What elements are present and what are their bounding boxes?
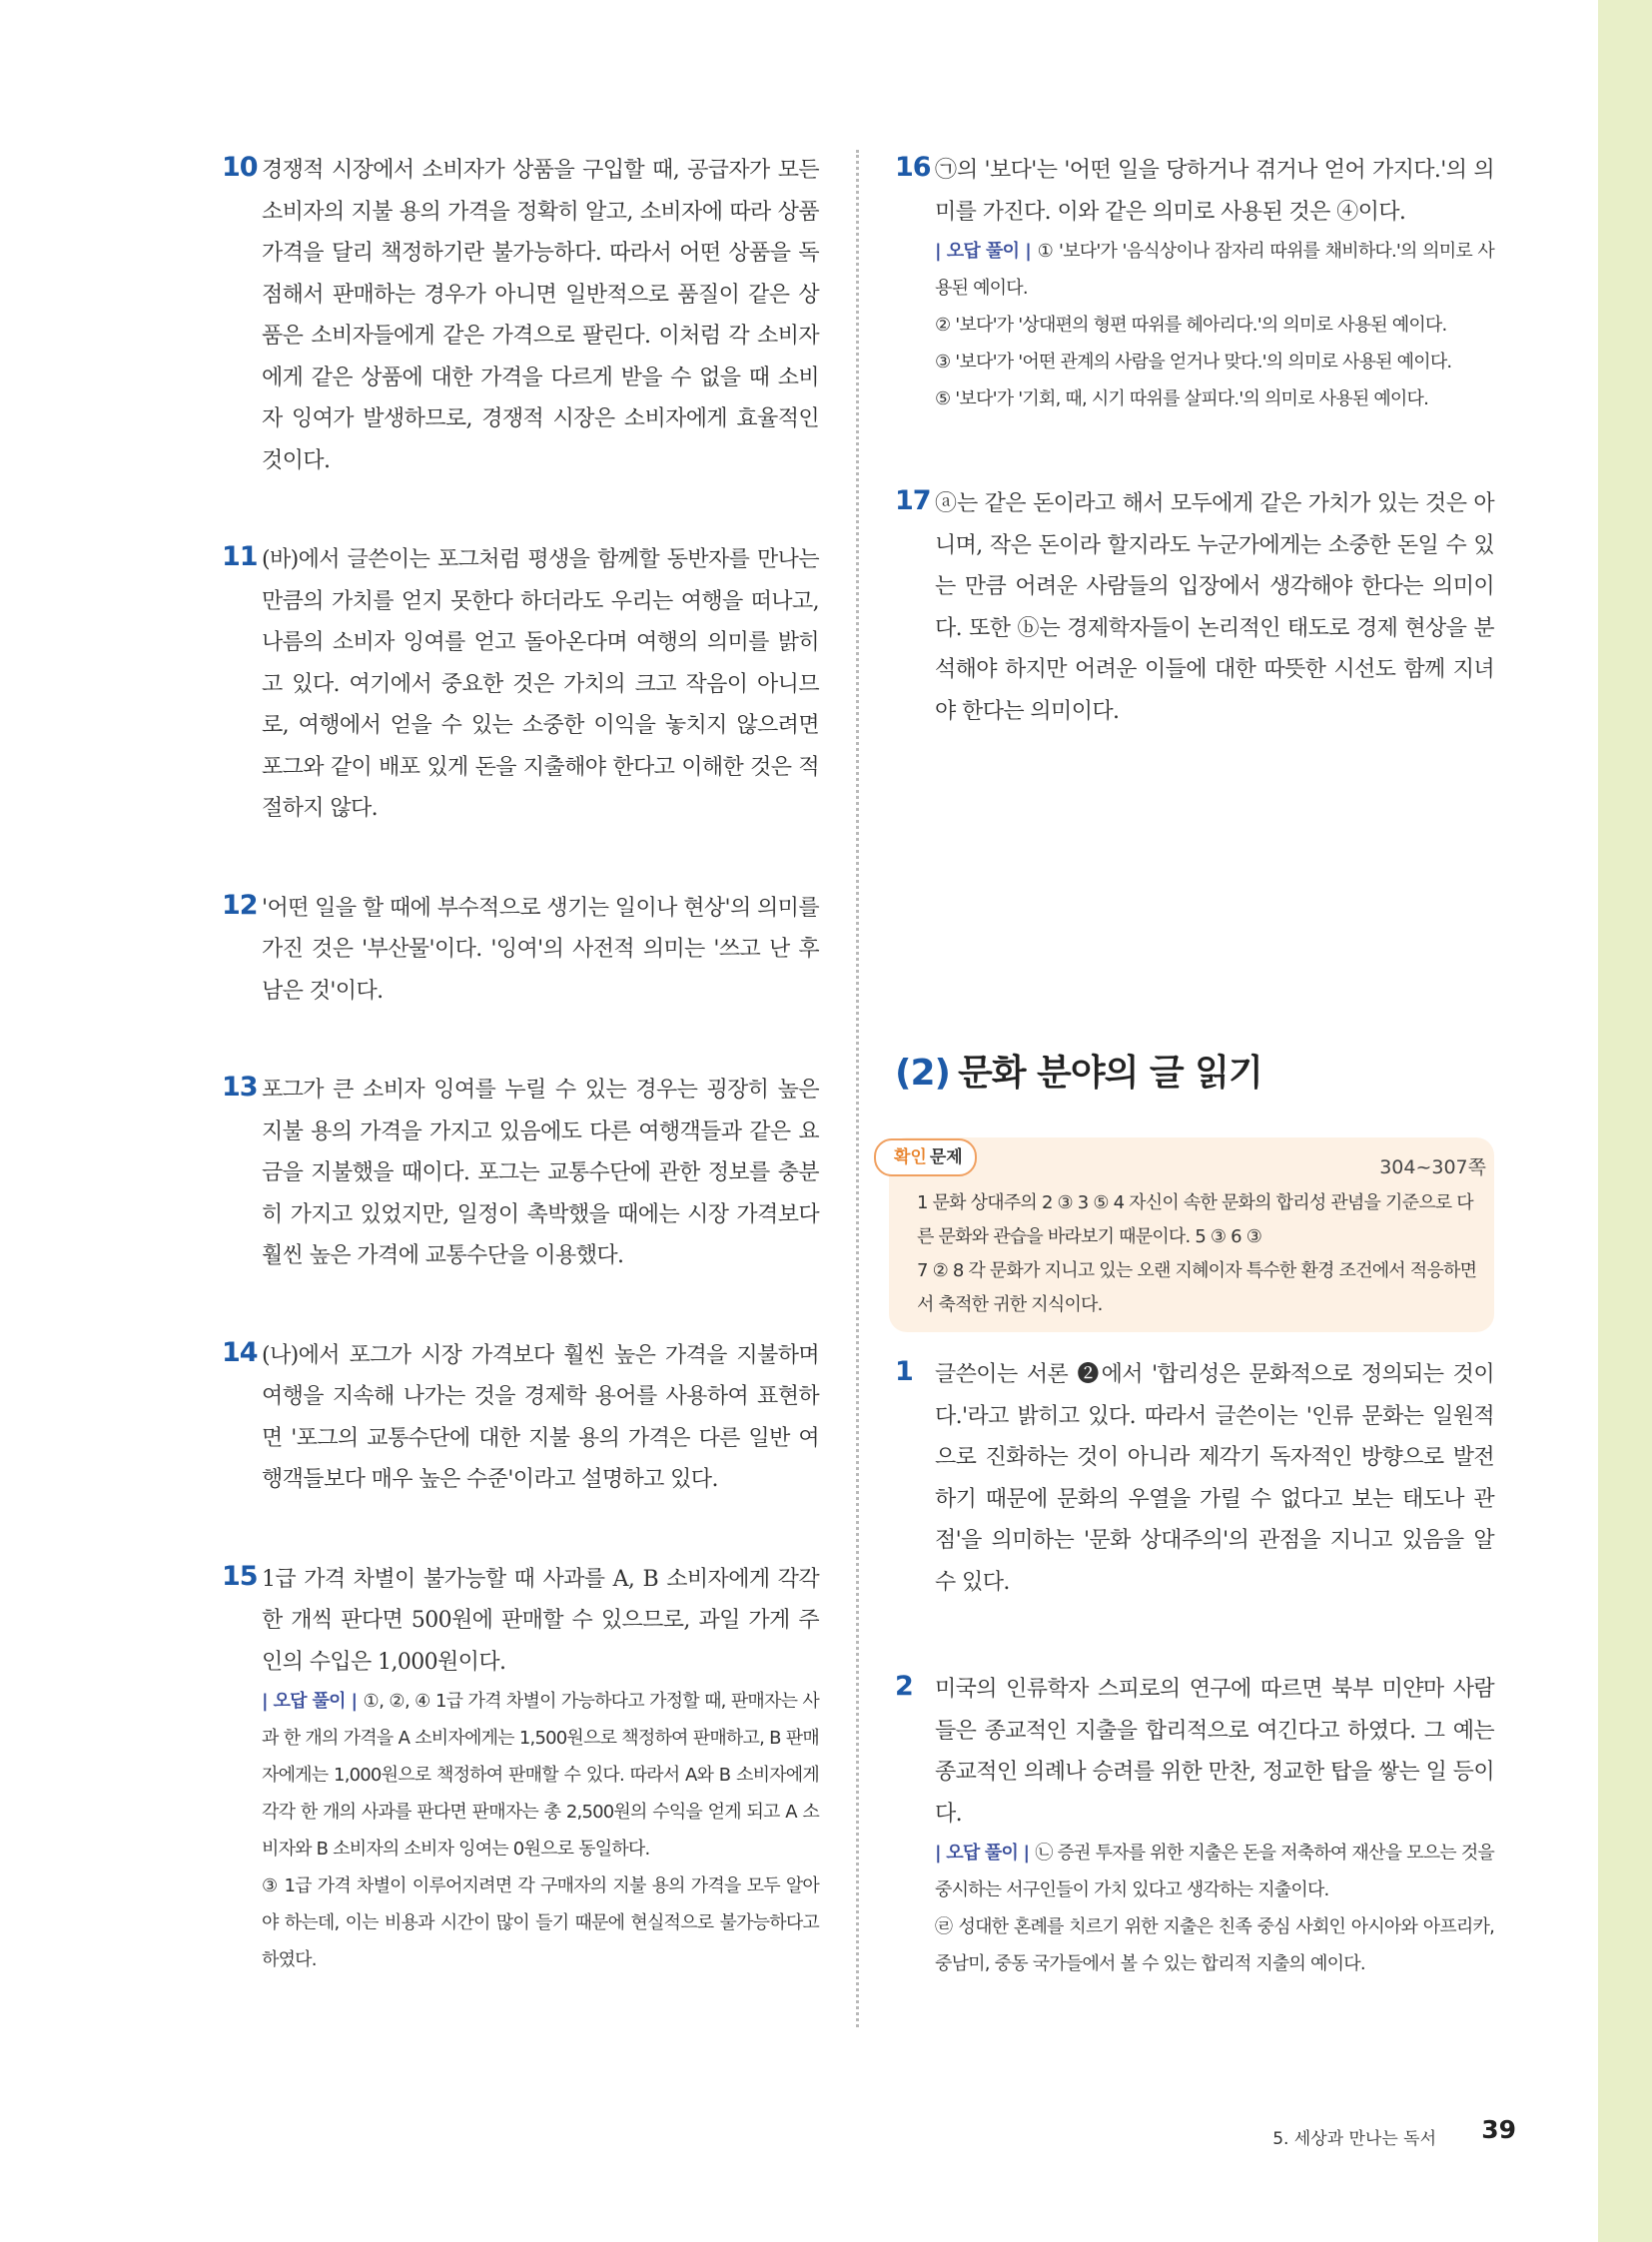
note-text: ③ '보다'가 '어떤 관계의 사람을 얻거나 맞다.'의 의미로 사용된 예이다. xyxy=(935,352,1452,373)
question-text: 미국의 인류학자 스피로의 연구에 따르면 북부 미얀마 사람들은 종교적인 지출을 합리적으로 여긴다고 하였다. 그 예는 종교적인 의례나 승려를 위한 만찬, 정교한 탑을 쌓는 일 등이다. xyxy=(935,1677,1494,1827)
question-number: 13 xyxy=(222,1072,258,1103)
check-answers-text xyxy=(917,1186,1480,1322)
question-text: (나)에서 포그가 시장 가격보다 훨씬 높은 가격을 지불하며 여행을 지속해 나가는 것을 경제학 용어를 사용하여 표현하면 '포그의 교통수단에 대한 지불 용의 가격은 다른 일반 여행객들보다 매우 높은 수준'이라고 설명하고 있다. xyxy=(262,1342,819,1492)
note-text: ② '보다'가 '상대편의 형편 따위를 헤아리다.'의 의미로 사용된 예이다. xyxy=(935,315,1447,336)
check-answers-line: 1 문화 상대주의 2 ③ 3 ⑤ 4 자신이 속한 문화의 합리성 관념을 기준으로 다른 문화와 관습을 바라보기 때문이다. 5 ③ 6 ③ xyxy=(917,1192,1473,1247)
question-10 xyxy=(222,150,819,481)
note-label: | 오답 풀이 | xyxy=(935,1843,1030,1864)
question-text: 포그가 큰 소비자 잉여를 누릴 수 있는 경우는 굉장히 높은 지불 용의 가격을 가지고 있음에도 다른 여행객들과 같은 요금을 지불했을 때이다. 포그는 교통수단에 관한 정보를 충분히 가지고 있었지만, 일정이 촉박했을 때에는 시장 가격보다 훨씬 높은 가격에 교통수단을 이용했다. xyxy=(262,1078,819,1268)
question-2 xyxy=(895,1669,1494,1982)
note-label: | 오답 풀이 | xyxy=(935,241,1032,262)
question-number: 1 xyxy=(895,1356,913,1387)
question-12 xyxy=(222,888,819,1013)
question-number: 15 xyxy=(222,1560,258,1592)
check-tag-sub: 문제 xyxy=(929,1147,963,1167)
question-14 xyxy=(222,1335,819,1501)
question-number: 12 xyxy=(222,889,258,921)
note-text: ㉡ 증권 투자를 위한 지출은 돈을 저축하여 재산을 모으는 것을 중시하는 서구인들이 가치 있다고 생각하는 지출이다. xyxy=(935,1843,1494,1900)
check-page-range: 304~307쪽 xyxy=(1379,1156,1486,1178)
right-column-top xyxy=(895,150,1494,732)
check-tag-main: 확인 xyxy=(894,1147,927,1167)
note-text: ① '보다'가 '음식상이나 잠자리 따위를 채비하다.'의 의미로 사용된 예이다. xyxy=(935,241,1494,299)
question-text: (바)에서 글쓴이는 포그처럼 평생을 함께할 동반자를 만나는 만큼의 가치를 얻지 못한다 하더라도 우리는 여행을 떠나고, 나름의 소비자 잉여를 얻고 돌아온다며 여행의 의미를 밝히고 있다. 여기에서 중요한 것은 가치의 크고 작음이 아니므로, 여행에서 얻을 수 있는 소중한 이익을 놓치지 않으려면 포그와 같이 배포 있게 돈을 지출해야 한다고 이해한 것은 적절하지 않다. xyxy=(262,547,819,821)
section-number: (2) xyxy=(895,1053,950,1094)
note-text: ①, ②, ④ 1급 가격 차별이 가능하다고 가정할 때, 판매자는 사과 한 개의 가격을 A 소비자에게는 1,500원으로 책정하여 판매하고, B 판매자에게는 1,000원으로 책정하여 판매할 수 있다. 따라서 A와 B 소비자에게 각각 한 개의 사과를 판다면 판매자는 총 2,500원의 수익을 얻게 되고 A 소비자와 B 소비자의 소비자 잉여는 0원으로 동일하다. xyxy=(262,1691,819,1860)
question-11 xyxy=(222,539,819,830)
note-text: ③ 1급 가격 차별이 이루어지려면 각 구매자의 지불 용의 가격을 모두 알아야 하는데, 이는 비용과 시간이 많이 들기 때문에 현실적으로 불가능하다고 하였다. xyxy=(262,1875,819,1970)
question-text: 글쓴이는 서론 ❷에서 '합리성은 문화적으로 정의되는 것이다.'라고 밝히고 있다. 따라서 글쓴이는 '인류 문화는 일원적으로 진화하는 것이 아니라 제각기 독자적인 방향으로 발전하기 때문에 문화의 우열을 가릴 수 없다고 보는 태도나 관점'을 의미하는 '문화 상대주의'의 관점을 지니고 있음을 알 수 있다. xyxy=(935,1362,1494,1595)
section-title xyxy=(895,1045,1262,1096)
question-16 xyxy=(895,150,1494,417)
note-label: | 오답 풀이 | xyxy=(262,1691,358,1712)
wrong-answer-note xyxy=(935,1835,1494,1982)
question-text: ⓐ는 같은 돈이라고 해서 모두에게 같은 가치가 있는 것은 아니며, 작은 돈이라 할지라도 누군가에게는 소중한 돈일 수 있는 만큼 어려운 사람들의 입장에서 생각해야 한다는 의미이다. 또한 ⓑ는 경제학자들이 논리적인 태도로 경제 현상을 분석해야 하지만 어려운 이들에 대한 따뜻한 시선도 함께 지녀야 한다는 의미이다. xyxy=(935,491,1494,724)
question-number: 11 xyxy=(222,541,258,572)
check-answers-line: 7 ② 8 각 문화가 지니고 있는 오랜 지혜이자 특수한 환경 조건에서 적응하면서 축적한 귀한 지식이다. xyxy=(917,1260,1477,1315)
question-13 xyxy=(222,1070,819,1277)
note-text: ㉣ 성대한 혼례를 치르기 위한 지출은 친족 중심 사회인 아시아와 아프리카, 중남미, 중동 국가들에서 볼 수 있는 합리적 지출의 예이다. xyxy=(935,1916,1494,1974)
wrong-answer-note xyxy=(262,1683,819,1978)
question-number: 10 xyxy=(222,152,258,183)
page-number: 39 xyxy=(1481,2115,1516,2144)
column-divider xyxy=(856,150,859,2027)
question-number: 17 xyxy=(895,485,931,516)
question-number: 2 xyxy=(895,1671,913,1702)
section-title-text: 문화 분야의 글 읽기 xyxy=(957,1053,1262,1094)
footer-chapter: 5. 세상과 만나는 독서 xyxy=(1272,2129,1436,2149)
question-text: '어떤 일을 할 때에 부수적으로 생기는 일이나 현상'의 의미를 가진 것은 '부산물'이다. '잉여'의 사전적 의미는 '쓰고 난 후 남은 것'이다. xyxy=(262,895,819,1004)
side-decor-strip xyxy=(1598,0,1652,2242)
question-number: 14 xyxy=(222,1336,258,1368)
left-column xyxy=(222,150,819,1978)
right-column-bottom xyxy=(895,1354,1494,1982)
question-17 xyxy=(895,483,1494,732)
question-text: 경쟁적 시장에서 소비자가 상품을 구입할 때, 공급자가 모든 소비자의 지불 용의 가격을 정확히 알고, 소비자에 따라 상품 가격을 달리 책정하기란 불가능하다. 따라서 어떤 상품을 독점해서 판매하는 경우가 아니면 일반적으로 품질이 같은 상품은 소비자들에게 같은 가격으로 팔린다. 이처럼 각 소비자에게 같은 상품에 대한 가격을 다르게 받을 수 없을 때 소비자 잉여가 발생하므로, 경쟁적 시장은 소비자에게 효율적인 것이다. xyxy=(262,158,819,473)
question-text: 1급 가격 차별이 불가능할 때 사과를 A, B 소비자에게 각각 한 개씩 판다면 500원에 판매할 수 있으므로, 과일 가게 주인의 수입은 1,000원이다. xyxy=(262,1566,819,1675)
check-tag xyxy=(874,1138,977,1176)
wrong-answer-note xyxy=(935,233,1494,417)
note-text: ⑤ '보다'가 '기회, 때, 시기 따위를 살피다.'의 의미로 사용된 예이다. xyxy=(935,388,1429,409)
question-15 xyxy=(222,1559,819,1979)
question-number: 16 xyxy=(895,152,931,183)
question-text: ㉠의 '보다'는 '어떤 일을 당하거나 겪거나 얻어 가지다.'의 의미를 가진다. 이와 같은 의미로 사용된 것은 ④이다. xyxy=(935,158,1494,225)
question-1 xyxy=(895,1354,1494,1603)
